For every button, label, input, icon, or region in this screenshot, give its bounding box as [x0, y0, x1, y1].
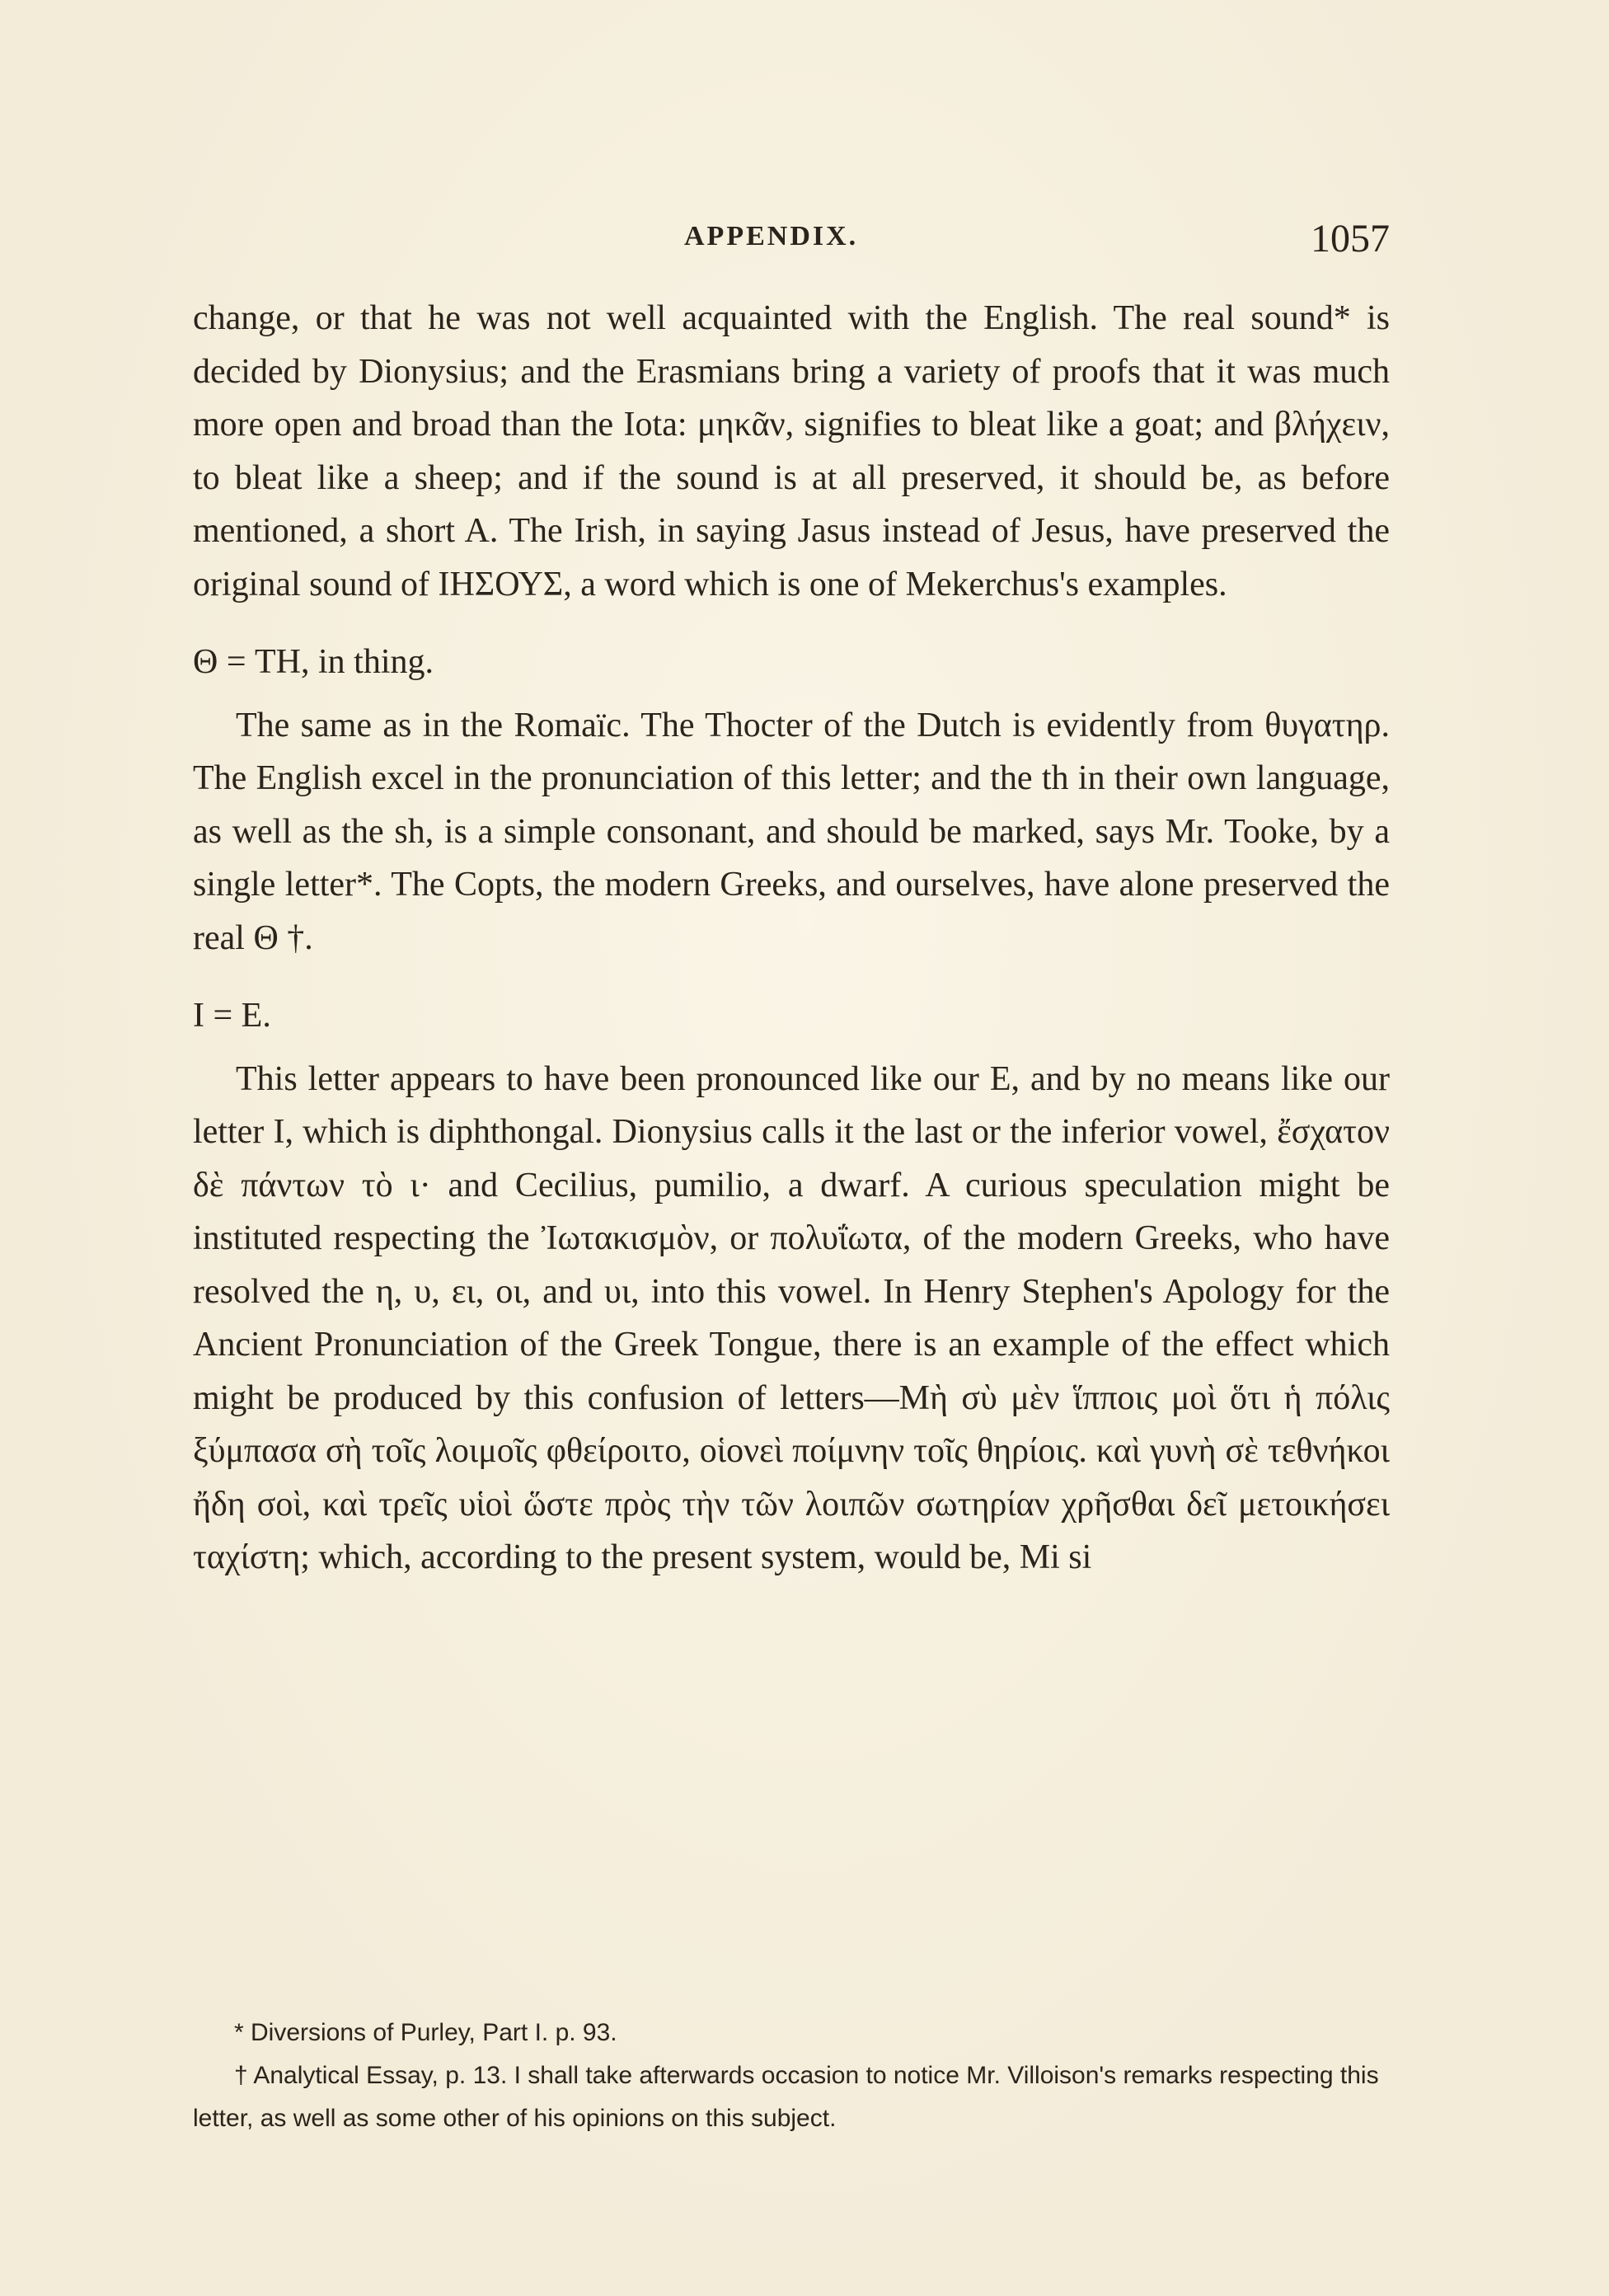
paragraph-theta: The same as in the Romaïc. The Thocter of the Dutch is evidently from θυγατηρ. The English excel in the pronunciation of this letter; and the th in their own language, as well as the sh, is a simple consonant, and should be marked, says Mr. Tooke, by a single letter*. The Copts, the modern Greeks, and ourselves, have alone preserved the real Θ †. — [193, 706, 1390, 957]
section-gap — [193, 611, 1390, 629]
body-text — [193, 292, 1390, 1585]
running-head: APPENDIX. — [684, 221, 859, 251]
paragraph-iota: This letter appears to have been pronounced like our E, and by no means like our letter I, which is diphthongal. Dionysius calls it the last or the inferior vowel, ἔσχατον δὲ πάντων τὸ ι· and Cecilius, pumilio, a dwarf. A curious speculation might be instituted respecting the Ἰωτακισμὸν, or πολυΐωτα, of the modern Greeks, who have resolved the η, υ, ει, οι, and υι, into this vowel. In Henry Stephen's Apology for the Ancient Pronunciation of the Greek Tongue, there is an example of the effect which might be produced by this confusion of letters—Μὴ σὺ μὲν ἵπποις μοὶ ὅτι ἡ πόλις ξύμπασα σὴ τοῖς λοιμοῖς φθείροιτο, οἱονεὶ ποίμνην τοῖς θηρίοις. καὶ γυνὴ σὲ τεθνήκοι ἤδη σοὶ, καὶ τρεῖς υἱοὶ ὥστε πρὸς τὴν τῶν λοιπῶν σωτηρίαν χρῆσθαι δεῖ μετοικήσει ταχίστη; which, according to the present system, would be, Mi si — [193, 1059, 1390, 1576]
footnote-1: * Diversions of Purley, Part I. p. 93. — [234, 2019, 617, 2046]
footnotes — [193, 2012, 1390, 2140]
page-number: 1057 — [1311, 217, 1390, 261]
section-gap — [193, 965, 1390, 983]
page-header — [193, 216, 1390, 265]
paragraph-eta-continued: change, or that he was not well acquainted with the English. The real sound* is decided by Dionysius; and the Erasmians bring a variety of proofs that it was much more open and broad than the Iota: μηκᾶν, signifies to bleat like a goat; and βλήχειν, to bleat like a sheep; and if the sound is at all preserved, it should be, as before mentioned, a short A. The Irish, in saying Jasus instead of Jesus, have preserved the original sound of ΙΗΣΟΥΣ, a word which is one of Mekerchus's examples. — [193, 299, 1390, 603]
letter-heading-theta: Θ = TH, in thing. — [193, 643, 434, 681]
letter-heading-iota: I = E. — [193, 997, 271, 1035]
footnote-2: † Analytical Essay, p. 13. I shall take afterwards occasion to notice Mr. Villoison's remarks respecting this letter, as well as some other of his opinions on this subject. — [193, 2062, 1379, 2132]
